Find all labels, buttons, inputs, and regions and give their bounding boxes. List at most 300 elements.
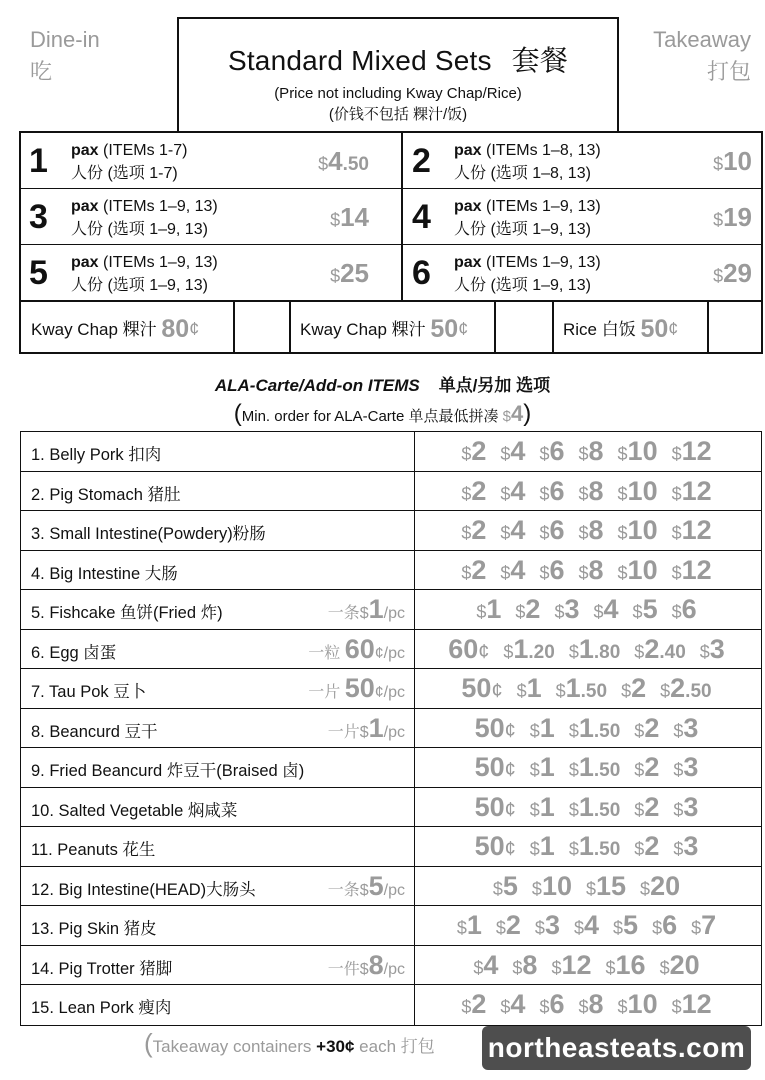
column-divider <box>414 511 415 550</box>
column-divider <box>414 867 415 906</box>
price-value: 3 <box>564 594 580 624</box>
price-option <box>530 752 555 783</box>
currency-symbol: $ <box>671 602 682 622</box>
price-option <box>621 673 646 704</box>
price-value: 2 <box>471 554 487 585</box>
price-value: 4 <box>510 989 526 1019</box>
price-option <box>672 476 712 507</box>
set-price <box>713 146 752 177</box>
price-suffix: .80 <box>593 641 621 663</box>
currency-symbol: $ <box>529 839 540 859</box>
table-row <box>21 472 761 512</box>
currency-symbol: $ <box>617 523 628 543</box>
currency-symbol: $ <box>515 602 526 622</box>
column-divider <box>414 748 415 787</box>
unit-suffix: /pc <box>383 960 405 978</box>
price-value: 16 <box>615 949 646 980</box>
currency-symbol: $ <box>673 760 684 780</box>
currency-symbol: $ <box>578 483 589 504</box>
price-value: 10 <box>627 515 658 545</box>
price-option <box>634 831 659 862</box>
currency-symbol: $ <box>551 957 562 978</box>
footer-text: Takeaway containers <box>152 1037 317 1056</box>
table-row <box>21 630 761 670</box>
currency-symbol: $ <box>473 957 484 978</box>
price-value: 12 <box>561 949 592 980</box>
price-value: 4 <box>510 436 526 466</box>
dine-in-label <box>30 24 100 88</box>
items-table <box>20 431 762 1026</box>
price-option <box>554 594 579 625</box>
price-option <box>652 910 677 941</box>
table-row <box>21 788 761 828</box>
price-value: 10 <box>627 436 658 466</box>
currency-symbol: $ <box>461 483 472 504</box>
site-watermark: northeasteats.com <box>482 1026 751 1070</box>
currency-symbol: $ <box>652 918 663 938</box>
column-divider <box>414 709 415 748</box>
price-option <box>672 436 712 467</box>
price-option <box>618 436 658 467</box>
currency-symbol: $ <box>634 799 645 820</box>
price-value: 2 <box>471 989 487 1019</box>
currency-symbol: $ <box>660 681 671 701</box>
currency-symbol: $ <box>634 760 645 780</box>
price-option <box>594 594 619 625</box>
currency-symbol: $ <box>605 957 616 978</box>
takeaway-cn: 打包 <box>706 59 751 84</box>
item-name: 2. Pig Stomach 猪肚 <box>31 485 181 504</box>
currency-symbol: $ <box>529 799 540 820</box>
price-option <box>660 673 711 704</box>
item-prices <box>416 788 757 827</box>
price-value: 6 <box>662 910 678 940</box>
currency-symbol: $ <box>673 799 684 820</box>
column-divider <box>414 985 415 1025</box>
item-prices <box>416 432 757 471</box>
price-option <box>461 476 486 507</box>
currency-symbol: $ <box>568 760 579 780</box>
price-option <box>535 910 560 941</box>
price-value: 12 <box>681 475 712 506</box>
base-label: Rice 白饭 <box>563 320 636 339</box>
price-option <box>574 910 599 941</box>
price-value: 5 <box>642 594 658 624</box>
price-value: 50 <box>474 831 505 861</box>
currency-symbol: $ <box>691 918 702 938</box>
price-value: 6 <box>681 594 697 624</box>
divider <box>289 302 291 352</box>
price-option <box>551 950 591 981</box>
currency-symbol: $ <box>529 720 540 741</box>
price-value: 5 <box>502 870 518 901</box>
price-option <box>672 594 697 625</box>
column-divider <box>414 788 415 827</box>
price-value: 3 <box>683 831 699 861</box>
set-items-en: (ITEMs 1–9, 13) <box>103 198 218 215</box>
column-divider <box>414 551 415 590</box>
price-option <box>606 950 646 981</box>
ala-heading-cn: 单点/另加 选项 <box>438 376 551 395</box>
currency-symbol: $ <box>699 641 710 662</box>
price-value: 4 <box>510 475 526 506</box>
price-suffix: ¢ <box>491 680 503 702</box>
price-value: 1 <box>513 633 529 664</box>
currency-symbol: $ <box>713 154 724 174</box>
currency-symbol: $ <box>500 444 511 464</box>
currency-symbol: $ <box>500 483 511 504</box>
price-option <box>496 910 521 941</box>
currency-symbol: $ <box>573 918 584 938</box>
price-option <box>539 476 564 507</box>
item-prices <box>416 551 757 590</box>
currency-symbol: $ <box>585 878 596 899</box>
currency-symbol: $ <box>539 562 550 583</box>
price-option <box>530 713 555 744</box>
item-name: 14. Pig Trotter 猪脚 <box>31 959 173 978</box>
item-prices <box>416 472 757 511</box>
set-price <box>330 202 369 233</box>
price-option <box>539 555 564 586</box>
unit-value: 60 <box>344 633 375 664</box>
price-value: 6 <box>549 436 565 466</box>
price-value: 50 <box>461 673 492 703</box>
unit-prefix: 一条$ <box>327 605 369 622</box>
set-number: 6 <box>412 254 431 292</box>
price-value: 2 <box>471 475 487 506</box>
set-number: 5 <box>29 254 48 292</box>
price-option <box>500 989 525 1020</box>
paren-open: ( <box>144 1028 153 1058</box>
item-name: 1. Belly Pork 扣肉 <box>31 446 162 464</box>
price-value: 4 <box>510 554 526 585</box>
price-suffix: ¢ <box>504 759 516 781</box>
currency-symbol: $ <box>539 444 550 464</box>
price-option <box>578 989 603 1020</box>
currency-symbol: $ <box>673 720 684 741</box>
price-value: 4 <box>483 949 499 980</box>
currency-symbol: $ <box>578 997 589 1017</box>
price-option <box>500 555 525 586</box>
base-label: Kway Chap 粿汁 <box>300 320 426 339</box>
price-value: 10 <box>541 870 572 901</box>
price-value: 1 <box>539 831 555 861</box>
set-items-cn: 人份 (选项 1–9, 13) <box>454 277 591 294</box>
price-value: 19 <box>723 202 752 232</box>
price-value: 10 <box>627 475 658 506</box>
item-name: 9. Fried Beancurd 炸豆干(Braised 卤) <box>31 762 305 780</box>
price-suffix: ¢ <box>504 798 516 821</box>
item-prices <box>416 709 757 748</box>
item-prices <box>416 827 757 866</box>
price-option <box>530 792 555 823</box>
price-value: 6 <box>549 554 565 585</box>
price-value: 12 <box>681 989 712 1019</box>
currency-symbol: $ <box>456 918 467 938</box>
price-option <box>475 831 516 862</box>
set-items-en: (ITEMs 1–9, 13) <box>103 254 218 271</box>
currency-symbol: $ <box>568 720 579 741</box>
price-value: 4 <box>583 910 600 940</box>
currency-symbol: $ <box>539 523 550 543</box>
price-value: 1 <box>486 594 502 624</box>
currency-symbol: $ <box>461 523 472 543</box>
set-pax: pax <box>71 142 99 159</box>
price-option <box>539 515 564 546</box>
item-unit-price <box>308 673 405 704</box>
currency-symbol: $ <box>554 602 565 622</box>
price-option <box>618 515 658 546</box>
set-pax: pax <box>71 254 99 271</box>
price-option <box>640 871 680 902</box>
currency-symbol: $ <box>500 523 511 543</box>
currency-symbol: $ <box>593 602 604 622</box>
set-items-cn: 人份 (选项 1–9, 13) <box>71 277 208 294</box>
price-suffix: .20 <box>528 641 555 663</box>
price-option <box>457 910 482 941</box>
price-option <box>530 831 555 862</box>
set-price <box>713 258 752 289</box>
item-prices <box>416 748 757 787</box>
price-value: 2 <box>471 515 487 545</box>
currency-symbol: $ <box>330 210 341 230</box>
currency-symbol: $ <box>632 602 643 622</box>
currency-symbol: $ <box>503 641 514 662</box>
price-value: 50 <box>474 752 505 782</box>
price-option <box>461 555 486 586</box>
price-option <box>673 831 698 862</box>
price-option <box>613 910 638 941</box>
price-value: 6 <box>549 475 565 506</box>
column-divider <box>414 630 415 669</box>
currency-symbol: $ <box>617 562 628 583</box>
unit-suffix: /pc <box>383 723 405 741</box>
item-unit-price <box>328 871 405 902</box>
price-value: 10 <box>627 989 658 1019</box>
currency-symbol: $ <box>568 641 579 662</box>
price-value: 3 <box>544 910 560 940</box>
set-6 <box>404 245 765 300</box>
price-option <box>515 594 540 625</box>
divider <box>707 302 709 352</box>
currency-symbol: $ <box>529 760 540 780</box>
price-value: 12 <box>681 436 712 466</box>
price-option <box>448 634 489 665</box>
set-2 <box>404 133 765 188</box>
currency-symbol: $ <box>318 154 329 174</box>
price-option <box>503 634 554 665</box>
set-items-cn: 人份 (选项 1–9, 13) <box>454 221 591 238</box>
price-value: 4 <box>603 594 619 624</box>
dine-in-cn: 吃 <box>30 59 53 84</box>
price-option <box>475 752 516 783</box>
price-option <box>461 436 486 467</box>
divider <box>494 302 496 352</box>
price-value: 2 <box>644 712 660 743</box>
item-prices <box>416 985 757 1024</box>
price-value: 1 <box>578 831 594 861</box>
unit-prefix: 一件$ <box>327 960 369 978</box>
set-pax: pax <box>71 198 99 215</box>
price-option <box>569 752 620 783</box>
title-box <box>177 17 619 132</box>
min-order-note <box>0 400 765 428</box>
unit-value: 5 <box>368 870 384 901</box>
price-value: 10 <box>723 146 752 176</box>
price-value: 3 <box>683 791 699 822</box>
set-items-en: (ITEMs 1-7) <box>103 142 188 159</box>
unit-prefix: 一片$ <box>327 723 369 741</box>
item-prices <box>416 867 757 906</box>
item-name: 13. Pig Skin 猪皮 <box>31 920 157 938</box>
price-value: 8 <box>588 554 604 585</box>
price-option <box>586 871 626 902</box>
price-option <box>500 436 525 467</box>
currency-symbol: $ <box>673 839 684 859</box>
set-items-en: (ITEMs 1–9, 13) <box>486 254 601 271</box>
price-option <box>578 555 603 586</box>
price-value: 25 <box>340 258 369 288</box>
set-5 <box>21 245 391 300</box>
item-name: 5. Fishcake 鱼饼(Fried 炸) <box>31 604 223 622</box>
currency-symbol: $ <box>671 562 682 583</box>
ala-heading-en: ALA-Carte/Add-on ITEMS <box>214 376 420 395</box>
set-4 <box>404 189 765 244</box>
price-value: 2 <box>644 791 660 822</box>
base-rice <box>563 315 678 344</box>
unit-value: 8 <box>368 949 384 980</box>
currency-symbol: $ <box>578 444 589 464</box>
unit-value: 50 <box>344 673 375 703</box>
currency-symbol: $ <box>512 957 523 978</box>
set-description <box>454 195 601 241</box>
item-name: 8. Beancurd 豆干 <box>31 722 158 741</box>
column-divider <box>414 432 415 471</box>
set-pax: pax <box>454 142 482 159</box>
currency-symbol: $ <box>613 918 624 938</box>
unit-suffix: /pc <box>383 881 405 899</box>
currency-symbol: $ <box>578 523 589 543</box>
column-divider <box>414 906 415 945</box>
table-row <box>21 748 761 788</box>
item-name: 10. Salted Vegetable 焖咸菜 <box>31 801 238 820</box>
price-option <box>461 515 486 546</box>
price-suffix: ¢ <box>504 838 516 860</box>
currency-symbol: $ <box>634 720 645 741</box>
sets-divider <box>401 133 403 300</box>
item-prices <box>416 669 757 708</box>
takeaway-label <box>653 24 751 88</box>
unit-suffix: ¢/pc <box>374 684 405 701</box>
price-option <box>672 515 712 546</box>
price-value: 2 <box>525 594 541 624</box>
price-value: 20 <box>669 949 700 980</box>
price-option <box>532 871 572 902</box>
price-option <box>634 634 685 665</box>
item-name: 6. Egg 卤蛋 <box>31 643 117 662</box>
currency-symbol: $ <box>539 483 550 504</box>
item-prices <box>416 906 757 945</box>
price-value: 14 <box>340 202 369 232</box>
price-value: 3 <box>683 712 699 743</box>
base-kway-chap-dinein <box>31 315 199 344</box>
sets-grid <box>19 131 763 302</box>
unit-suffix: /pc <box>383 605 405 622</box>
currency-symbol: $ <box>461 562 472 583</box>
price-decimal: .50 <box>342 154 369 175</box>
set-items-cn: 人份 (选项 1–8, 13) <box>454 165 591 182</box>
price-option <box>500 476 525 507</box>
price-option <box>618 989 658 1020</box>
item-name: 12. Big Intestine(HEAD)大肠头 <box>31 880 256 899</box>
currency-symbol: $ <box>617 444 628 464</box>
currency-symbol: $ <box>617 483 628 504</box>
price-suffix: .50 <box>580 681 608 702</box>
currency-symbol: $ <box>531 878 542 899</box>
item-name: 7. Tau Pok 豆卜 <box>31 683 147 701</box>
item-name: 3. Small Intestine(Powdery)粉肠 <box>31 525 266 543</box>
price-value: 2 <box>644 633 660 664</box>
price-value: 2 <box>644 831 660 861</box>
price-value: 1 <box>565 673 581 703</box>
price-option <box>475 792 516 823</box>
footer-container-price: +30¢ <box>316 1037 355 1056</box>
price-suffix: ¢ <box>504 719 516 742</box>
set-items-en: (ITEMs 1–8, 13) <box>486 142 601 159</box>
price-value: 20 <box>650 870 681 901</box>
subtitle-cn: (价钱不包括 粿汁/饭) <box>328 106 468 123</box>
currency-symbol: $ <box>495 918 506 938</box>
price-option <box>476 594 501 625</box>
price-option <box>700 634 725 665</box>
table-row <box>21 432 761 472</box>
set-price <box>330 258 369 289</box>
set-description <box>454 139 601 185</box>
min-order-text: Min. order for ALA-Carte 单点最低拼凑 <box>241 408 499 425</box>
table-row <box>21 669 761 709</box>
price-suffix: ¢ <box>478 640 490 663</box>
price-value: 7 <box>701 910 717 940</box>
currency-symbol: $ <box>640 878 651 899</box>
item-prices <box>416 946 757 985</box>
set-pax: pax <box>454 254 482 271</box>
currency-symbol: $ <box>621 681 632 701</box>
price-option <box>673 792 698 823</box>
price-suffix: .50 <box>593 799 621 821</box>
item-unit-price <box>328 594 405 625</box>
set-items-cn: 人份 (选项 1–9, 13) <box>71 221 208 238</box>
item-name: 15. Lean Pork 瘦肉 <box>31 999 172 1017</box>
table-row <box>21 590 761 630</box>
price-option <box>672 555 712 586</box>
set-description <box>454 251 601 297</box>
currency-symbol: $ <box>492 878 503 899</box>
currency-symbol: $ <box>568 799 579 820</box>
column-divider <box>414 946 415 985</box>
currency-symbol: $ <box>539 997 550 1017</box>
set-description <box>71 139 187 185</box>
price-option <box>633 594 658 625</box>
price-option <box>473 950 498 981</box>
price-value: 1 <box>539 712 555 743</box>
column-divider <box>414 590 415 629</box>
price-option <box>634 752 659 783</box>
min-order-currency: $ <box>502 408 511 425</box>
set-price <box>318 146 369 177</box>
price-option <box>461 989 486 1020</box>
base-value: 80 <box>161 315 190 343</box>
price-value: 8 <box>522 949 538 980</box>
